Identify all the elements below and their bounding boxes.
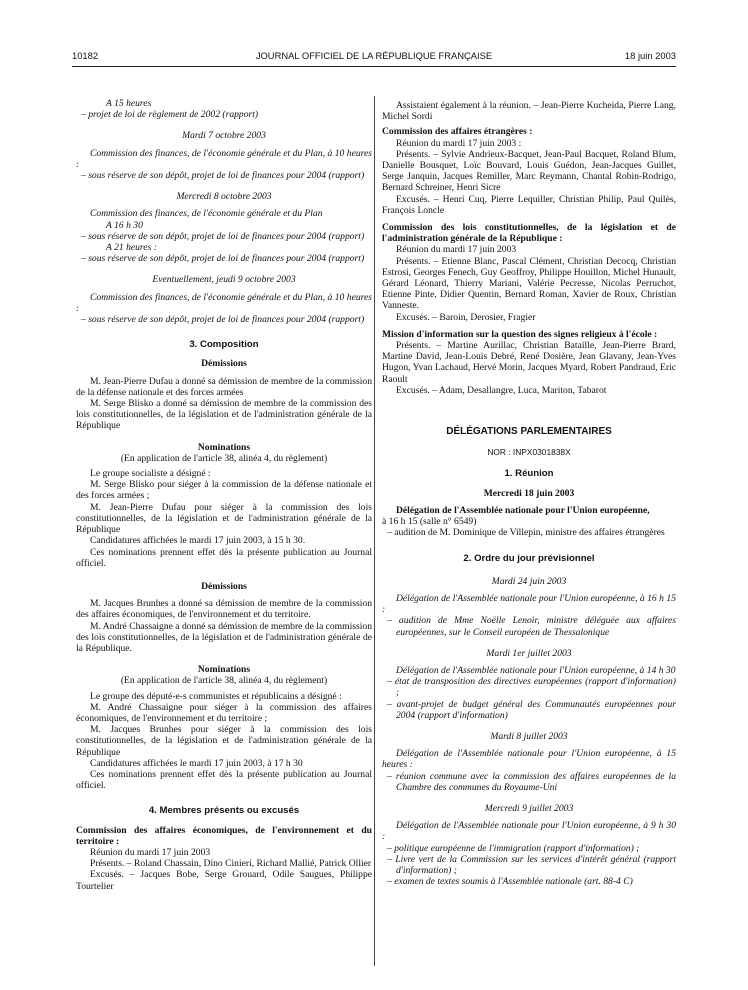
agenda-item: – avant-projet de budget général des Communautés européennes pour 2004 (rapport d'information) [387, 698, 676, 721]
date-heading: Mardi 24 juin 2003 [491, 575, 567, 587]
commission-title: Commission des affaires économiques, de l'environnement et du territoire : [76, 824, 372, 847]
agenda-item: – examen de textes soumis à l'Assemblée nationale (art. 88-4 C) [387, 876, 633, 888]
present-list: Présents. – Etienne Blanc, Pascal Clément, Christian Decocq, Christian Estrosi, Georges Fenech, Guy Geoffroy, Philippe Houillon, Michel Hunault, Gérard Léonard, Thierry Mariani, Valérie Pecresse, Nicolas Perruchot, Etienne Pinte, Didier Quentin, Bernard Roman, Xavier de Roux, Christian Vanneste. [382, 255, 676, 312]
date-heading: Mercredi 18 juin 2003 [483, 487, 575, 499]
paragraph: Le groupe socialiste a désigné : [90, 468, 211, 480]
time-line: A 21 heures : [106, 242, 157, 254]
commission-title: Commission des lois constitutionnelles, de la législation et de l'administration générale de la République : [382, 222, 676, 245]
date-heading: Mardi 1er juillet 2003 [486, 647, 572, 659]
left-column [76, 98, 372, 892]
present-list: Présents. – Sylvie Andrieux-Bacquet, Jean-Paul Bacquet, Roland Blum, Danielle Bousquet, Loïc Bouvard, Louis Guédon, Jean-Jacques Guillet, Serge Janquin, Jacques Remiller, Marc Reymann, Chantal Robin-Rodrigo, Bernard Schreiner, Henri Sicre [382, 148, 676, 194]
excused-list: Excusés. – Jacques Bobe, Serge Grouard, Odile Saugues, Philippe Tourtelier [76, 869, 372, 892]
column-divider [374, 96, 375, 966]
paragraph: Ces nominations prennent effet dès la présente publication au Journal officiel. [76, 768, 372, 792]
date-heading: Mercredi 8 octobre 2003 [176, 191, 272, 203]
paragraph: Candidatures affichées le mardi 17 juin 2003, à 17 h 30 [90, 757, 303, 769]
paragraph: M. Jean-Pierre Dufau a donné sa démission de membre de la commission de la défense nationale et des forces armées [76, 375, 372, 398]
agenda-item: – réunion commune avec la commission des affaires européennes de la Chambre des communes du Royaume-Uni [387, 770, 676, 793]
agenda-item: – politique européenne de l'immigration (rapport d'information) ; [387, 842, 640, 854]
date-heading: Mardi 7 octobre 2003 [182, 130, 266, 142]
time-line: A 15 heures [106, 98, 152, 109]
right-column [382, 100, 676, 887]
commission-line: Commission des finances, de l'économie générale et du Plan [90, 208, 323, 220]
sub-heading-note: (En application de l'article 38, alinéa 4, du règlement) [120, 452, 328, 464]
nor-reference: NOR : INPX0301838X [487, 447, 571, 458]
attendees-also: Assistaient également à la réunion. – Jean-Pierre Kucheida, Pierre Lang, Michel Sordi [382, 100, 676, 123]
commission-line: Commission des finances, de l'économie générale et du Plan, à 10 heures : [76, 291, 372, 314]
page-number: 10182 [72, 50, 99, 61]
date-heading: Mercredi 9 juillet 2003 [484, 802, 574, 814]
delegation-line: Délégation de l'Assemblée nationale pour l'Union européenne, à 15 heures : [382, 748, 676, 771]
delegation-time: à 16 h 15 (salle n° 6549) [382, 516, 477, 528]
commission-line: Commission des finances, de l'économie générale et du Plan, à 10 heures : [76, 147, 372, 170]
agenda-item: – Livre vert de la Commission sur les services d'intérêt général (rapport d'information) ; [387, 853, 676, 876]
delegation-line: Délégation de l'Assemblée nationale pour l'Union européenne, à 9 h 30 : [382, 820, 676, 843]
agenda-item: – audition de M. Dominique de Villepin, ministre des affaires étrangères [387, 527, 665, 539]
paragraph: M. Jacques Brunhes a donné sa démission de membre de la commission des affaires économiques, de l'environnement et du territoire. [76, 598, 372, 621]
agenda-item: – projet de loi de règlement de 2002 (rapport) [81, 109, 259, 121]
commission-title: Mission d'information sur la question des signes religieux à l'école : [382, 328, 658, 340]
paragraph: M. Serge Blisko pour siéger à la commission de la défense nationale et des forces armées ; [76, 479, 372, 502]
delegation-title: Délégation de l'Assemblée nationale pour l'Union européenne, [396, 504, 650, 516]
agenda-item: – sous réserve de son dépôt, projet de loi de finances pour 2004 (rapport) [81, 253, 365, 265]
meeting-date: Réunion du mardi 17 juin 2003 [90, 846, 211, 858]
agenda-item: – état de transposition des directives européennes (rapport d'information) ; [387, 676, 676, 699]
page-header [72, 50, 676, 64]
agenda-item: – sous réserve de son dépôt, projet de loi de finances pour 2004 (rapport) [81, 314, 365, 326]
section-heading: 1. Réunion [504, 468, 554, 480]
sub-heading-note: (En application de l'article 38, alinéa 4, du règlement) [120, 675, 328, 687]
delegation-line: Délégation de l'Assemblée nationale pour l'Union européenne, à 14 h 30 [396, 664, 676, 676]
section-heading: 3. Composition [189, 339, 259, 351]
date-heading: Mardi 8 juillet 2003 [490, 730, 568, 742]
agenda-item: – sous réserve de son dépôt, projet de loi de finances pour 2004 (rapport) [81, 170, 365, 182]
sub-heading: Nominations [197, 664, 251, 676]
paragraph: M. André Chassaigne a donné sa démission de membre de la commission des lois constitutionnelles, de la législation et de l'administration générale de la République. [76, 620, 372, 654]
paragraph: M. André Chassaigne pour siéger à la commission des affaires économiques, de l'environnement et du territoire ; [76, 701, 372, 724]
commission-title: Commission des affaires étrangères : [382, 126, 533, 138]
excused-list: Excusés. – Baroin, Derosier, Fragier [396, 311, 536, 323]
meeting-date: Réunion du mardi 17 juin 2003 [396, 244, 517, 256]
header-rule [72, 66, 676, 67]
excused-list: Excusés. – Henri Cuq, Pierre Lequiller, Christian Philip, Paul Quilès, François Loncle [382, 193, 676, 216]
journal-title: JOURNAL OFFICIEL DE LA RÉPUBLIQUE FRANÇAISE [255, 50, 493, 61]
sub-heading: Nominations [197, 441, 251, 453]
agenda-item: – sous réserve de son dépôt, projet de loi de finances pour 2004 (rapport) [81, 230, 365, 242]
agenda-item: – audition de Mme Noëlle Lenoir, ministre déléguée aux affaires européennes, sur le Conseil européen de Thessalonique [387, 615, 676, 638]
section-heading: 2. Ordre du jour prévisionnel [463, 552, 595, 564]
section-title: DÉLÉGATIONS PARLEMENTAIRES [446, 426, 612, 438]
section-heading: 4. Membres présents ou excusés [148, 805, 300, 817]
delegation-line: Délégation de l'Assemblée nationale pour l'Union européenne, à 16 h 15 : [382, 592, 676, 616]
paragraph: M. Jacques Brunhes pour siéger à la commission des lois constitutionnelles, de la législation et de l'administration générale de la République [76, 724, 372, 758]
date-heading: Eventuellement, jeudi 9 octobre 2003 [152, 274, 296, 286]
sub-heading: Démissions [201, 358, 247, 370]
meeting-date: Réunion du mardi 17 juin 2003 : [396, 137, 522, 149]
time-line: A 16 h 30 [106, 219, 143, 231]
paragraph: Ces nominations prennent effet dès la présente publication au Journal officiel. [76, 546, 372, 569]
paragraph: Candidatures affichées le mardi 17 juin 2003, à 15 h 30. [90, 535, 306, 547]
present-list: Présents. – Roland Chassain, Dino Cinieri, Richard Mallié, Patrick Ollier [90, 858, 372, 870]
excused-list: Excusés. – Adam, Desallangre, Luca, Mariton, Tabarot [396, 384, 607, 396]
paragraph: Le groupe des député-e-s communistes et républicains a désigné : [90, 690, 342, 702]
issue-date: 18 juin 2003 [624, 50, 676, 61]
paragraph: M. Jean-Pierre Dufau pour siéger à la commission des lois constitutionnelles, de la législation et de l'administration générale de la République [76, 501, 372, 536]
present-list: Présents. – Martine Aurillac, Christian Bataille, Jean-Pierre Brard, Martine David, Jean-Louis Debré, René Dosière, Jean Glavany, Jean-Yves Hugon, Yvan Lachaud, Hervé Morin, Jacques Myard, Robert Pandraud, Eric Raoult [382, 340, 676, 385]
paragraph: M. Serge Blisko a donné sa démission de membre de la commission des lois constitutionnelles, de la législation et de l'administration générale de la République [76, 398, 372, 432]
sub-heading: Démissions [201, 580, 247, 592]
